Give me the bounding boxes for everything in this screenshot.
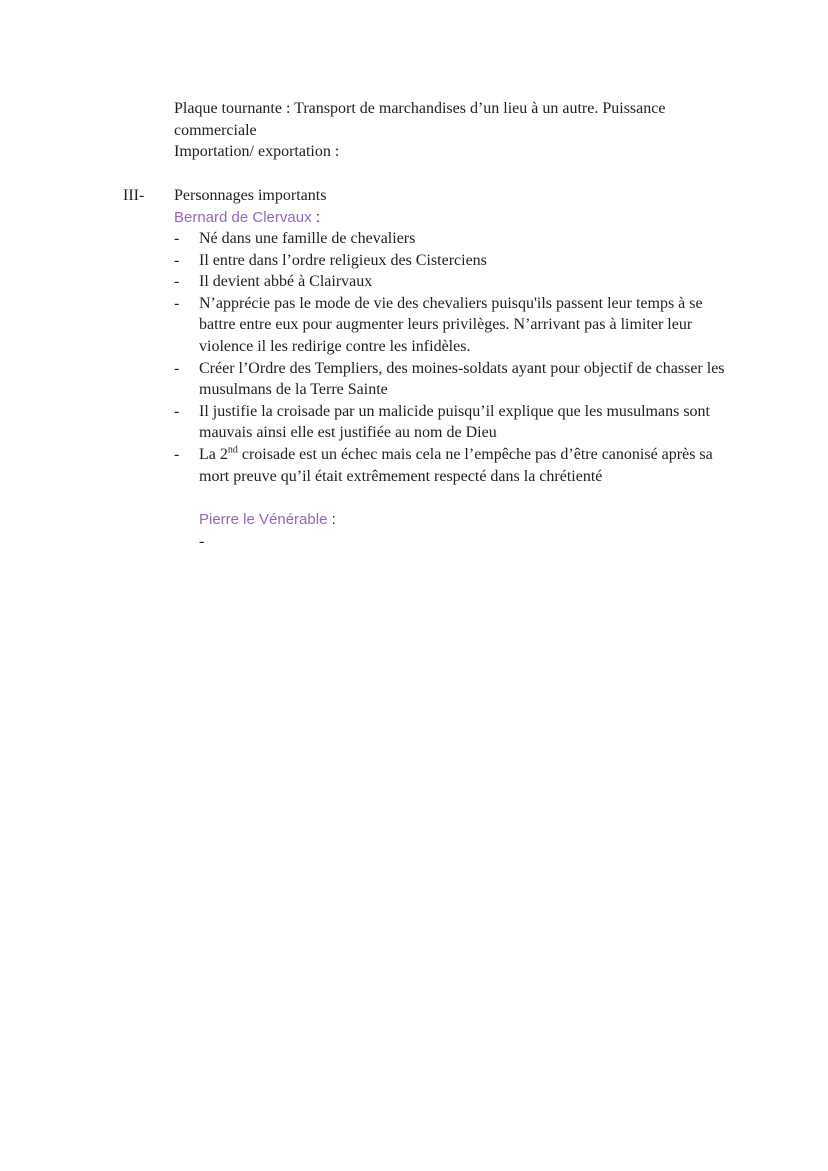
list-item xyxy=(174,228,734,250)
person-name: Bernard de Clervaux xyxy=(174,209,312,226)
list-item xyxy=(174,250,734,272)
person-name: Pierre le Vénérable xyxy=(199,511,328,528)
person-heading-bernard xyxy=(174,207,320,229)
importation-exportation-line: Importation/ exportation : xyxy=(174,143,340,160)
dash-bullet: - xyxy=(174,294,180,312)
dash-bullet: - xyxy=(174,273,180,291)
dash-bullet: - xyxy=(174,251,180,269)
dash-bullet: - xyxy=(174,230,180,247)
dash-bullet: - xyxy=(174,359,180,377)
list-item xyxy=(174,444,734,487)
dash-bullet: - xyxy=(174,445,180,463)
plaque-tournante-line-1: Plaque tournante : Transport de marchandises d’un lieu à un autre. Puissance xyxy=(174,100,666,117)
list-item-text: Il entre dans l’ordre religieux des Cisterciens xyxy=(199,251,487,269)
list-item-text xyxy=(199,446,713,485)
heading-colon: : xyxy=(327,511,336,528)
plaque-tournante-line-2: commerciale xyxy=(174,122,257,139)
list-item-text: Né dans une famille de chevaliers xyxy=(199,230,416,247)
pierre-empty-bullet xyxy=(199,531,204,553)
text-after-superscript: croisade est un échec mais cela ne l’empêche pas d’être canonisé après sa mort preuve qu’il était extrêmement respecté dans la chrétienté xyxy=(199,445,713,485)
list-item xyxy=(174,293,734,358)
dash-bullet: - xyxy=(199,533,205,550)
list-item xyxy=(174,271,734,293)
section-title: Personnages importants xyxy=(174,187,327,204)
text-before-superscript: La 2 xyxy=(199,445,228,463)
section-number: III- xyxy=(123,187,145,204)
ordinal-superscript: nd xyxy=(227,444,238,456)
list-item-text: Il justifie la croisade par un malicide puisqu’il explique que les musulmans sont mauvais ainsi elle est justifiée au nom de Dieu xyxy=(199,402,710,442)
person-heading-pierre xyxy=(199,509,336,531)
dash-bullet: - xyxy=(174,402,180,420)
list-item-text: Il devient abbé à Clairvaux xyxy=(199,273,373,291)
list-item xyxy=(174,358,734,401)
list-item xyxy=(174,401,734,444)
list-item-text: N’apprécie pas le mode de vie des chevaliers puisqu'ils passent leur temps à se battre entre eux pour augmenter leurs privilèges. N’arrivant pas à limiter leur violence il les redirige contre les infidèles. xyxy=(199,294,703,355)
heading-colon: : xyxy=(311,209,320,226)
bernard-bullet-list xyxy=(174,228,734,487)
list-item-text: Créer l’Ordre des Templiers, des moines-soldats ayant pour objectif de chasser les musulmans de la Terre Sainte xyxy=(199,359,725,399)
